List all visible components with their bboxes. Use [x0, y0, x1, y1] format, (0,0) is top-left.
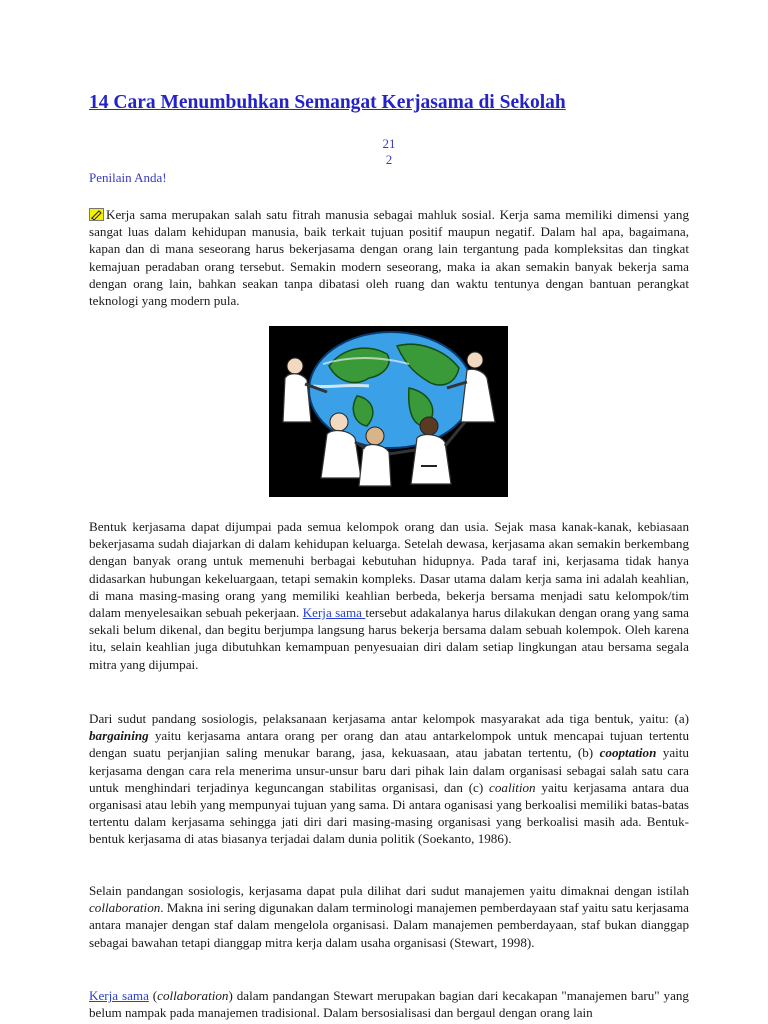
paragraph-sociology-text-a: Dari sudut pandang sosiologis, pelaksanaan kerjasama antar kelompok masyarakat ada tiga bentuk, yaitu: (a) [89, 711, 689, 726]
term-collaboration-2: collaboration [157, 988, 229, 1003]
rating-label[interactable]: Penilain Anda! [89, 170, 167, 185]
paragraph-management [89, 882, 689, 951]
paragraph-management-text-b: . Makna ini sering digunakan dalam terminologi manajemen pemberdayaan staf yaitu satu kerjasama antara manajer dengan staf dalam mengelola organisasi. Dalam manajemen pemberdayaan, staf bukan dianggap sebagai bawahan tetapi dianggap mitra kerja dalam usaha organisasi (Stewart, 1998). [89, 900, 689, 950]
paragraph-forms [89, 518, 689, 673]
paragraph-stewart-text-a: ( [148, 988, 158, 1003]
paragraph-sociology-text-c: yaitu kerjasama dengan cara rela menerima unsur-unsur baru dari pihak lain dalam organisasi sebagai salah satu cara untuk menghindari terjadinya keguncangan stabilitas organisasi, dan (c) [89, 745, 689, 795]
paragraph-stewart [89, 987, 689, 1021]
kerja-sama-link[interactable]: Kerja sama [302, 605, 366, 621]
paragraph-sociology-text-b: yaitu kerjasama antara orang per orang dan atau antarkelompok untuk mencapai tujuan tertentu dengan suatu perjanjian saling menukar barang, jasa, kekuasaan, atau jabatan tertentu, (b) [89, 728, 689, 761]
paragraph-sociology-text-d: yaitu kerjasama antara dua organisasi atau lebih yang mempunyai tujuan yang sama. Di antara oganisasi yang berkoalisi memiliki batas-batas tertentu dalam kerjasama sehingga jati diri dari masing-masing organisasi yang berkoalisi masih ada. Bentuk-bentuk kerjasama di atas biasanya terjadai dalam dunia politik (Soekanto, 1986). [89, 779, 689, 847]
kerja-sama-link-2[interactable]: Kerja sama [89, 988, 149, 1003]
rating-count: 21 [382, 136, 396, 151]
term-cooptation: cooptation [599, 745, 657, 761]
paragraph-intro [89, 206, 689, 309]
paragraph-sociology [89, 710, 689, 848]
term-collaboration: collaboration [89, 900, 161, 916]
edit-icon[interactable] [89, 208, 104, 221]
rating-value: 2 [385, 152, 393, 167]
paragraph-intro-text: Kerja sama merupakan salah satu fitrah manusia sebagai mahluk sosial. Kerja sama memiliki dimensi yang sangat luas dalam kehidupan manusia, baik terkait tujuan positif maupun negatif. Dalam hal apa, bagaimana, kapan dan di mana seseorang harus bekerjasama dengan orang lain tergantung pada kompleksitas dan tingkat kemajuan peradaban orang tersebut. Semakin modern seseorang, maka ia akan semakin banyak bekerja sama dengan orang lain, bahkan seakan tanpa dibatasi oleh ruang dan waktu tentunya dengan bantuan perangkat teknologi yang modern pula. [89, 207, 689, 309]
paragraph-forms-text-b: tersebut adakalanya harus dilakukan dengan orang yang sama sekali belum dikenal, dan begitu berjumpa langsung harus bekerja bersama dalam sebuah kolempok. Oleh karena itu, selain keahlian juga dibutuhkan kemampuan penyesuaian diri dalam setiap lingkungan atau bersama segala mitra yang dijumpai. [89, 605, 689, 672]
globe-children-illustration [269, 326, 508, 497]
rating-block [89, 136, 689, 168]
paragraph-stewart-text-b: ) dalam pandangan Stewart merupakan bagian dari kecakapan "manajemen baru" yang belum nampak pada manajemen tradisional. Dalam bersosialisasi dan bergaul dengan orang lain [89, 988, 689, 1021]
paragraph-forms-text-a: Bentuk kerjasama dapat dijumpai pada semua kelompok orang dan usia. Sejak masa kanak-kanak, kebiasaan bekerjasama sudah diajarkan di dalam kehidupan keluarga. Setelah dewasa, kerjasama akan semakin berkembang dengan banyak orang untuk memenuhi berbagai kebutuhan hidupnya. Pada taraf ini, kerjasama tidak hanya didasarkan hubungan kekeluargaan, tetapi semakin kompleks. Dasar utama dalam kerja sama ini adalah keahlian, di mana masing-masing orang yang memiliki keahlian berbeda, bekerja bersama menjadi satu kelompok/tim dalam menyelesaikan sebuah pekerjaan. [89, 519, 689, 621]
article-title-link[interactable]: 14 Cara Menumbuhkan Semangat Kerjasama di Sekolah [89, 92, 566, 113]
term-coalition: coalition [489, 779, 536, 795]
term-bargaining: bargaining [89, 728, 149, 744]
paragraph-management-text-a: Selain pandangan sosiologis, kerjasama dapat pula dilihat dari sudut manajemen yaitu dimaknai dengan istilah [89, 883, 689, 898]
